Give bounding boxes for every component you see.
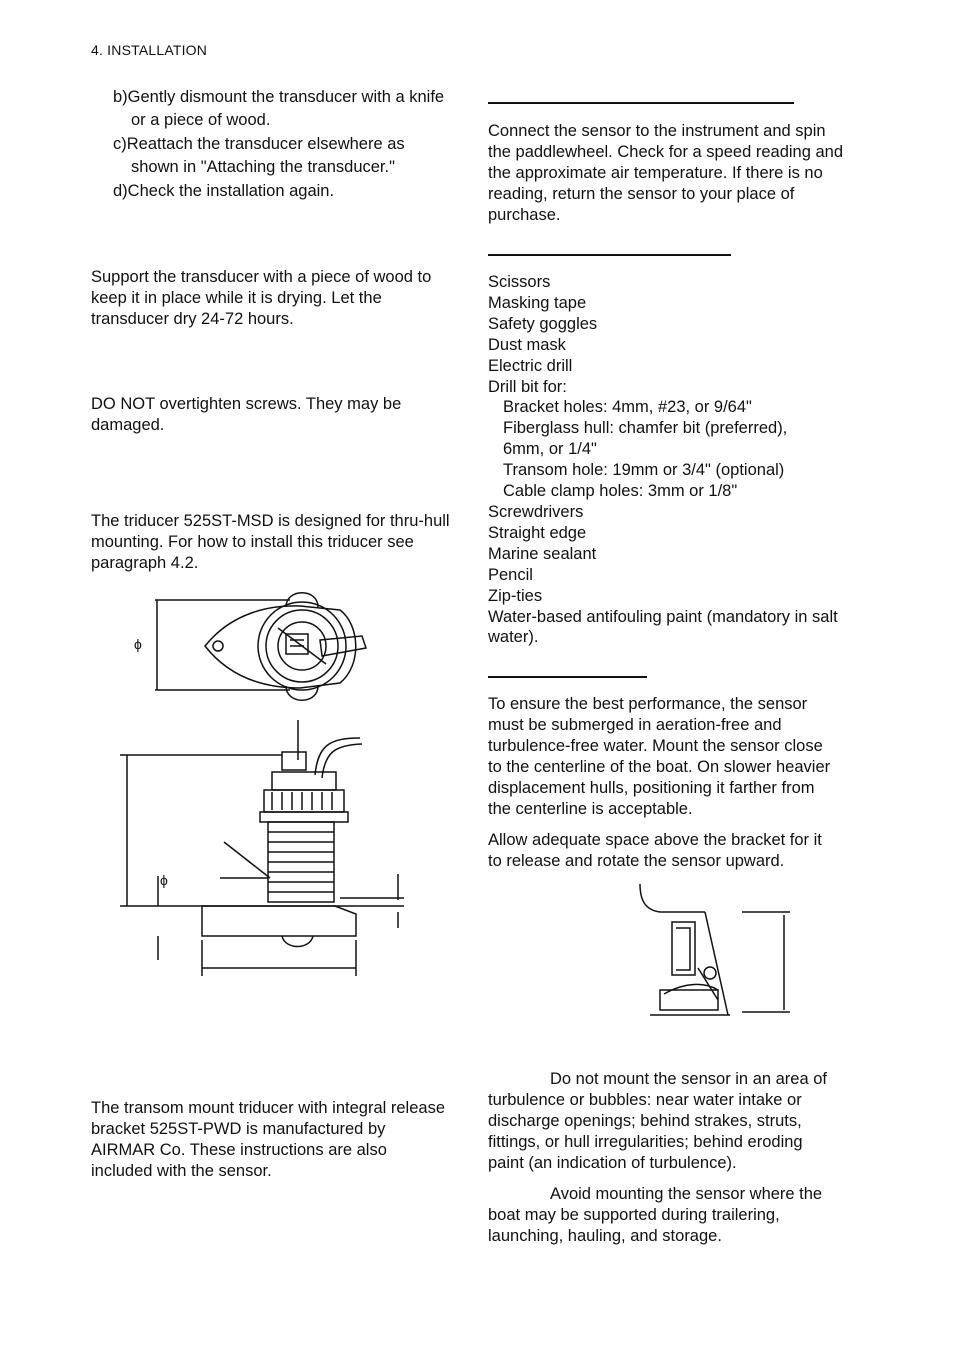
tool-item: Marine sealant <box>488 544 597 563</box>
drill-bit-item: Cable clamp holes: 3mm or 1/8" <box>503 482 738 501</box>
clearance-paragraph: Allow adequate space above the bracket for it to release and rotate the sensor upward. <box>488 831 822 870</box>
trailering-paragraph: Avoid mounting the sensor where the boat may be supported during trailering, launching, hauling, and storage. <box>488 1185 823 1245</box>
diameter-symbol-side: ϕ <box>160 872 168 888</box>
turbulence-paragraph: Do not mount the sensor in an area of turbulence or bubbles: near water intake or discharge openings; behind strakes, struts, fittings, or hull irregularities; behind eroding paint (an indication of turbulence). <box>488 1070 828 1172</box>
drill-bit-item: 6mm, or 1/4" <box>503 440 597 459</box>
tool-item: Zip-ties <box>488 586 543 605</box>
tool-item: Pencil <box>488 565 533 584</box>
tool-item: Masking tape <box>488 293 587 312</box>
tool-item: Scissors <box>488 273 551 291</box>
step-b: b)Gently dismount the transducer with a knife or a piece of wood. <box>113 88 445 129</box>
tool-item: Safety goggles <box>488 314 598 333</box>
location-paragraph: To ensure the best performance, the sensor must be submerged in aeration-free and turbulence-free water. Mount the sensor close to the centerline of the boat. On slower heavier displacement hulls, positioning it farther from the centerline is acceptable. <box>488 695 831 818</box>
thruhull-paragraph: The triducer 525ST-MSD is designed for thru-hull mounting. For how to install this triducer see paragraph 4.2. <box>91 512 450 572</box>
tool-item: Screwdrivers <box>488 502 584 521</box>
tool-item: Drill bit for: <box>488 377 567 396</box>
tool-item: Water-based antifouling paint (mandatory in salt water). <box>488 607 838 647</box>
drill-bit-item: Bracket holes: 4mm, #23, or 9/64" <box>503 398 752 417</box>
connect-test-paragraph: Connect the sensor to the instrument and spin the paddlewheel. Check for a speed reading and the approximate air temperature. If there is no reading, return the sensor to your place of purchase. <box>488 122 843 224</box>
support-paragraph: Support the transducer with a piece of wood to keep it in place while it is drying. Let the transducer dry 24-72 hours. <box>91 268 432 328</box>
step-c: c)Reattach the transducer elsewhere as shown in "Attaching the transducer." <box>113 135 405 176</box>
step-d: d)Check the installation again. <box>113 182 335 200</box>
tool-item: Dust mask <box>488 335 566 354</box>
section-header: 4. INSTALLATION <box>91 42 208 58</box>
transom-mount-paragraph: The transom mount triducer with integral release bracket 525ST-PWD is manufactured by AIRMAR Co. These instructions are also included with the sensor. <box>91 1099 445 1180</box>
drill-bit-item: Transom hole: 19mm or 3/4" (optional) <box>503 461 785 480</box>
overtighten-warning: DO NOT overtighten screws. They may be damaged. <box>91 395 402 434</box>
diameter-symbol-top: ϕ <box>134 636 142 652</box>
tool-item: Electric drill <box>488 356 573 375</box>
drill-bit-item: Fiberglass hull: chamfer bit (preferred), <box>503 419 788 438</box>
tool-item: Straight edge <box>488 523 587 542</box>
